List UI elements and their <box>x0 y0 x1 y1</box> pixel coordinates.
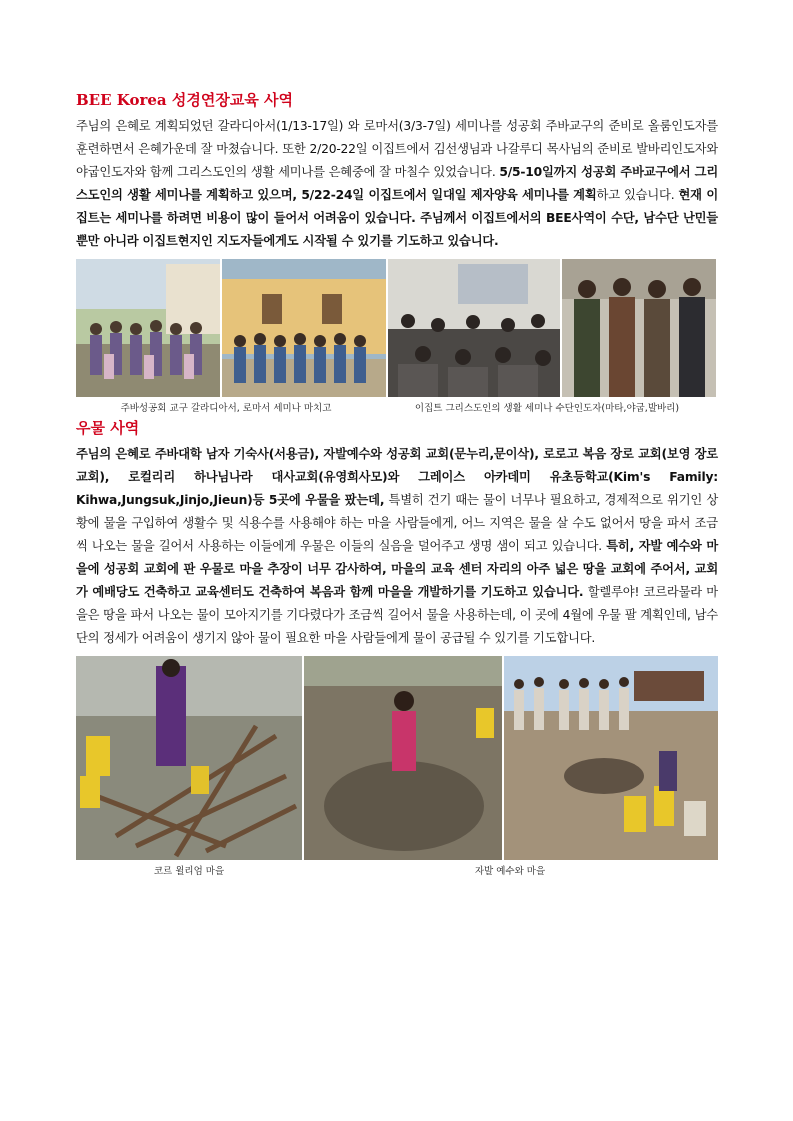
photo-sudanese-leaders <box>562 259 716 397</box>
photo-caption: 이집트 그리스도인의 생활 세미나 수단인도자(마타,야굽,발바리) <box>414 403 680 414</box>
text-run: 할렐루야! 코르라물라 마을은 땅을 파서 나오는 물이 모아지기를 기다렸다가 조금씩 길어서 물을 사용하는데, 이 곳에 4월에 우물 팔 계획인데, 남수단의 정세가 어려움이 생기지 않아 물이 필요한 마을 사람들에게 물이 공급될 수 있기를 기도합니다. <box>76 585 718 645</box>
bold-text-run: 현재 이집트는 세미나를 하려면 비용이 많이 들어서 어려움이 있습니다. 주님께서 이집트에서의 BEE사역이 수단, 남수단 난민들뿐만 아니라 이집트현지인 지도자들에게도 시작될 수 있기를 기도하고 있습니다. <box>76 188 718 248</box>
photo-galatians-seminar-group <box>76 259 220 397</box>
photo-girl-in-dug-pit <box>304 656 502 860</box>
section-paragraph <box>76 443 718 650</box>
section-well-ministry <box>76 418 718 879</box>
section-title: 우물 사역 <box>76 419 140 437</box>
photo-romans-seminar-group <box>222 259 386 397</box>
document-page <box>76 90 718 879</box>
section-title: BEE Korea 성경연장교육 사역 <box>76 91 294 109</box>
text-run: 주님의 은혜로 계획되었던 갈라디아서(1/13-17일) 와 로마서(3/3-7일) 세미나를 성공회 주바교구의 준비로 올룸인도자를 훈련하면서 은혜가운데 잘 마쳤습니다. 또한 2/20-22일 이집트에서 김선생님과 나갈루디 목사님의 준비로 발바리인도자와 야굽인도자와 함께 그리스도인의 생활 세미나를 은혜중에 잘 마칠수 있었습니다. <box>76 119 718 179</box>
section-bee-korea <box>76 90 718 416</box>
caption-row-seminar <box>76 400 718 416</box>
photo-egypt-seminar-room <box>388 259 560 397</box>
text-run: 하고 있습니다. <box>596 188 679 202</box>
photo-woman-at-wood-covered-well <box>76 656 302 860</box>
photo-row-wells <box>76 656 718 860</box>
text-run: 특별히 건기 때는 물이 너무나 필요하고, 경제적으로 위기인 상황에 물을 구입하여 생활수 및 식용수를 사용해야 하는 마을 사람들에게, 어느 지역은 물을 살 수도 없어서 땅을 파서 조금씩 나오는 물을 길어서 사용하는 이들에게 우물은 이들의 실음을 덜어주고 생명 샘이 되고 있습니다. <box>76 493 719 553</box>
section-paragraph <box>76 115 718 253</box>
photo-caption: 주바성공회 교구 갈라디아서, 로마서 세미나 마치고 <box>120 403 332 414</box>
bold-text-run: 주님의 은혜로 주바대학 남자 기숙사(서용금), 자발예수와 성공회 교회(문누리,문이삭), 로로고 복음 장로 교회(보영 장로교회), 로컬리리 하나님나라 대사교회(유영희사모)와 그레이스 아카데미 유초등학교(Kim's Family: Kihwa,Jungsuk,Jinjo,Jieun)등 5곳에 우물을 팠는데, <box>76 447 718 507</box>
photo-villagers-at-well <box>504 656 718 860</box>
bold-text-run: 특히, 자발 예수와 마을에 성공회 교회에 판 우물로 마을 추장이 너무 감사하여, 마을의 교육 센터 자리의 아주 넓은 땅을 교회에 주어서, 교회가 예배당도 건축하고 교육센터도 건축하여 복음과 함께 마을을 개발하기를 기도하고 있습니다. <box>76 539 718 599</box>
photo-caption: 자발 예수와 마을 <box>474 866 546 877</box>
photo-caption: 코르 윌리엄 마을 <box>153 866 225 877</box>
photo-row-seminar <box>76 259 718 397</box>
bold-text-run: 5/5-10일까지 성공회 주바교구에서 그리스도인의 생활 세미나를 계획하고 있으며, 5/22-24일 이집트에서 일대일 제자양육 세미나를 계획 <box>76 165 718 202</box>
caption-row-wells <box>76 863 718 879</box>
